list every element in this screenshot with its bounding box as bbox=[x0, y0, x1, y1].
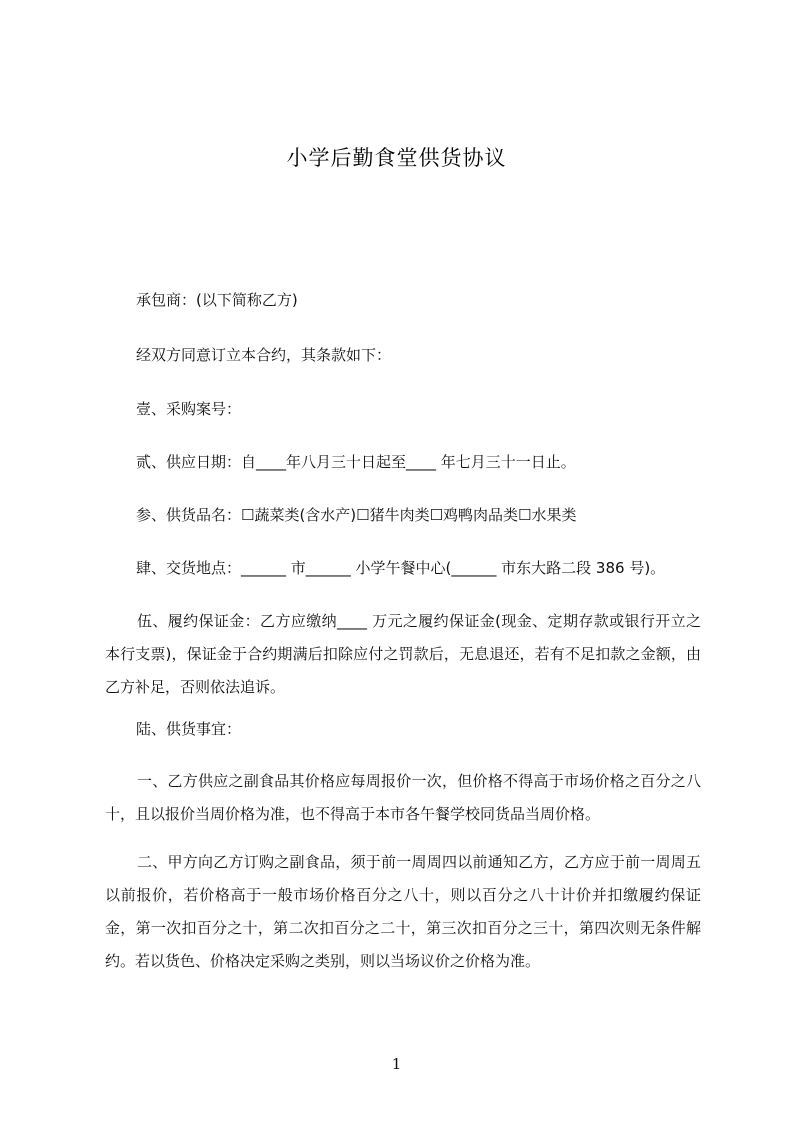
clause-performance-bond: 伍、履约保证金：乙方应缴纳____ 万元之履约保证金(现金、定期存款或银行开立之本行支票)，保证金于合约期满后扣除应付之罚款后，无息退还，若有不足扣款之金额，由乙方补足，否则依法追诉。 bbox=[105, 612, 701, 696]
intro-line: 经双方同意订立本合约，其条款如下： bbox=[136, 346, 392, 364]
supply-item-one: 一、乙方供应之副食品其价格应每周报价一次，但价格不得高于市场价格之百分之八十，且以报价当周价格为准，也不得高于本市各午餐学校同货品当周价格。 bbox=[105, 772, 701, 823]
page-number: 1 bbox=[391, 1055, 402, 1073]
clause-supply-matters: 陆、供货事宜： bbox=[136, 720, 242, 738]
clause-supply-date: 贰、供应日期：自____年八月三十日起至____ 年七月三十一日止。 bbox=[136, 453, 576, 471]
clause-delivery-location: 肆、交货地点：______ 市______ 小学午餐中心(______ 市东大路二段 386 号)。 bbox=[136, 559, 666, 577]
clause-goods-names: 参、供货品名：☐蔬菜类(含水产)☐猪牛肉类☐鸡鸭肉品类☐水果类 bbox=[136, 506, 577, 524]
clause-purchase-case-number: 壹、采购案号： bbox=[136, 400, 242, 418]
document-title: 小学后勤食堂供货协议 bbox=[286, 146, 507, 170]
supply-item-two: 二、甲方向乙方订购之副食品，须于前一周周四以前通知乙方，乙方应于前一周周五以前报价，若价格高于一般市场价格百分之八十，则以百分之八十计价并扣缴履约保证金，第一次扣百分之十，第二次扣百分之二十，第三次扣百分之三十，第四次则无条件解约。若以货色、价格决定采购之类别，则以当场议价之价格为准。 bbox=[105, 853, 701, 970]
contractor-line: 承包商：(以下简称乙方) bbox=[136, 291, 298, 309]
